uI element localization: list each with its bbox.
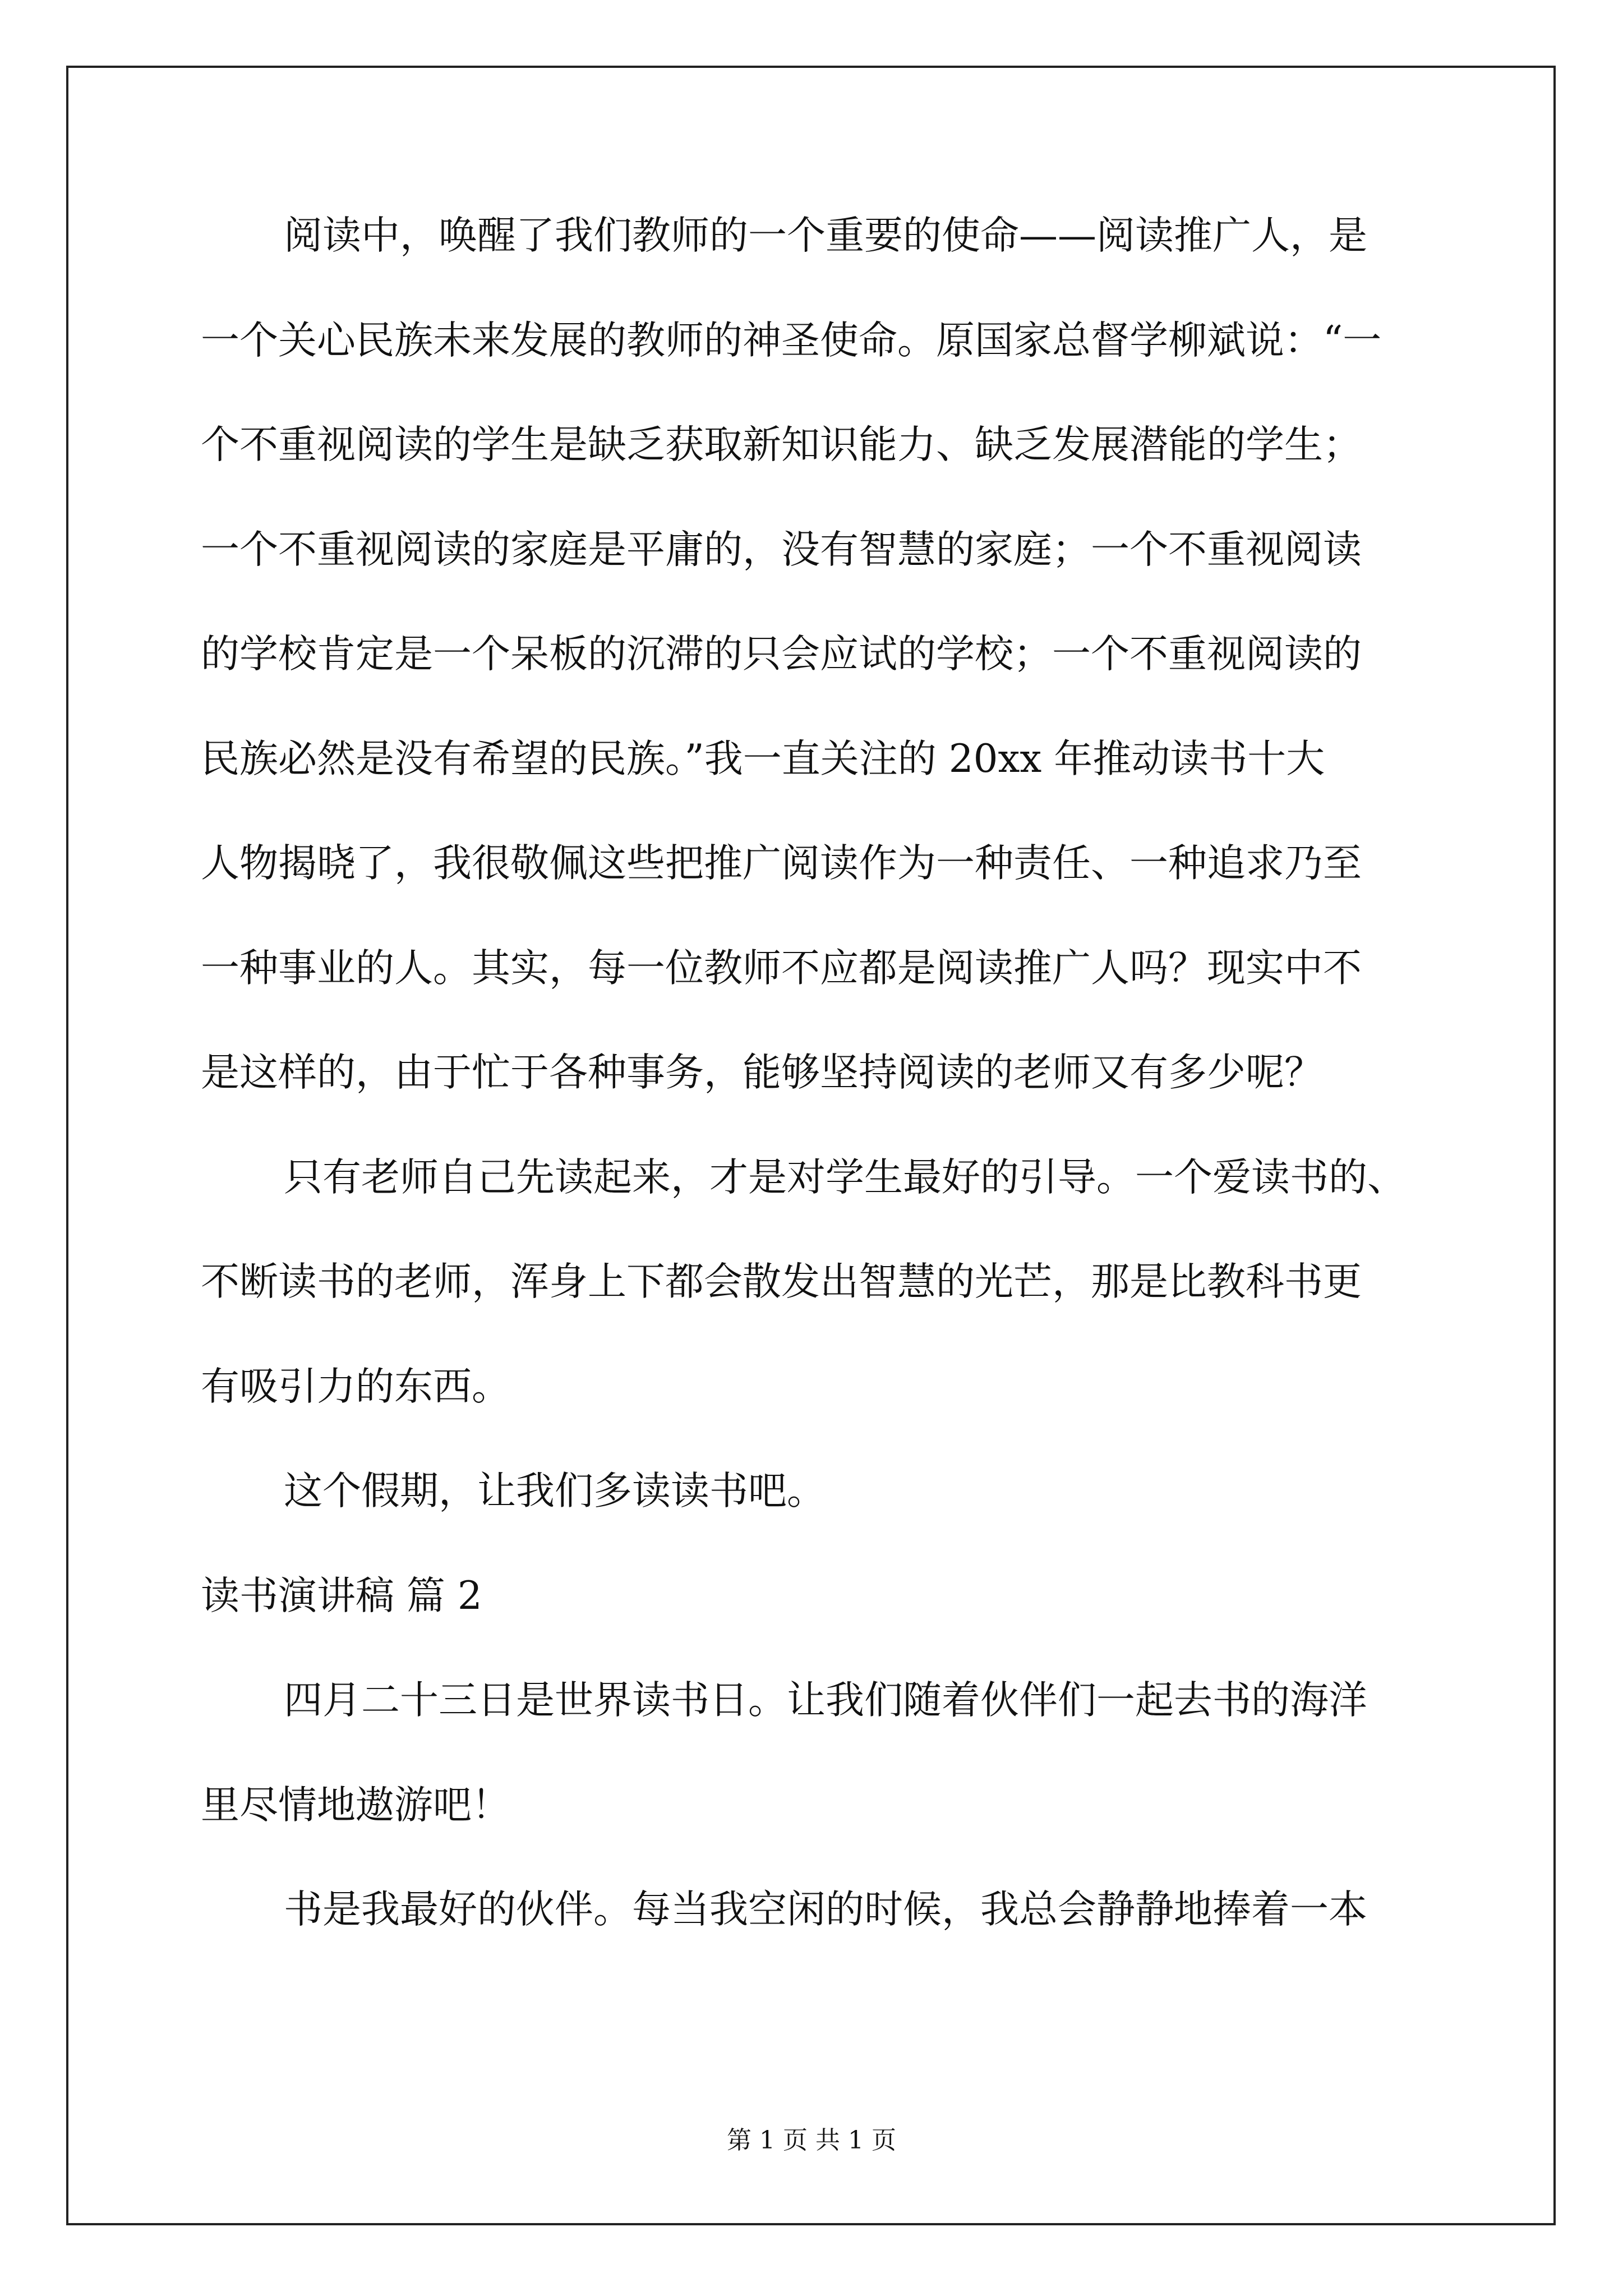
text-line: 书是我最好的伙伴。每当我空闲的时候，我总会静静地捧着一本: [284, 1887, 1367, 1932]
text-line: 只有老师自己先读起来，才是对学生最好的引导。一个爱读书的、: [284, 1154, 1406, 1200]
text-line: 一种事业的人。其实，每一位教师不应都是阅读推广人吗？现实中不: [201, 945, 1362, 991]
text-line: 四月二十三日是世界读书日。让我们随着伙伴们一起去书的海洋: [284, 1678, 1367, 1723]
text-line: 里尽情地遨游吧！: [201, 1782, 510, 1828]
text-line: 有吸引力的东西。: [201, 1364, 510, 1409]
text-line: 这个假期，让我们多读读书吧。: [284, 1469, 826, 1513]
text-line: 个不重视阅读的学生是缺乏获取新知识能力、缺乏发展潜能的学生；: [201, 422, 1362, 467]
page-footer: 第 1 页 共 1 页: [727, 2126, 896, 2155]
text-line: 不断读书的老师，浑身上下都会散发出智慧的光芒，那是比教科书更: [201, 1259, 1362, 1304]
text-line: 一个不重视阅读的家庭是平庸的，没有智慧的家庭；一个不重视阅读: [201, 527, 1362, 572]
text-line: 人物揭晓了，我很敬佩这些把推广阅读作为一种责任、一种追求乃至: [201, 841, 1362, 886]
text-line: 一个关心民族未来发展的教师的神圣使命。原国家总督学柳斌说：“一: [201, 318, 1382, 363]
text-line: 的学校肯定是一个呆板的沉滞的只会应试的学校；一个不重视阅读的: [201, 632, 1362, 677]
text-line: 民族必然是没有希望的民族。”我一直关注的 20xx 年推动读书十大: [201, 736, 1325, 781]
section-heading: 读书演讲稿 篇 2: [201, 1573, 482, 1618]
text-line: 阅读中，唤醒了我们教师的一个重要的使命——阅读推广人，是: [284, 213, 1367, 258]
text-line: 是这样的，由于忙于各种事务，能够坚持阅读的老师又有多少呢？: [201, 1050, 1323, 1095]
